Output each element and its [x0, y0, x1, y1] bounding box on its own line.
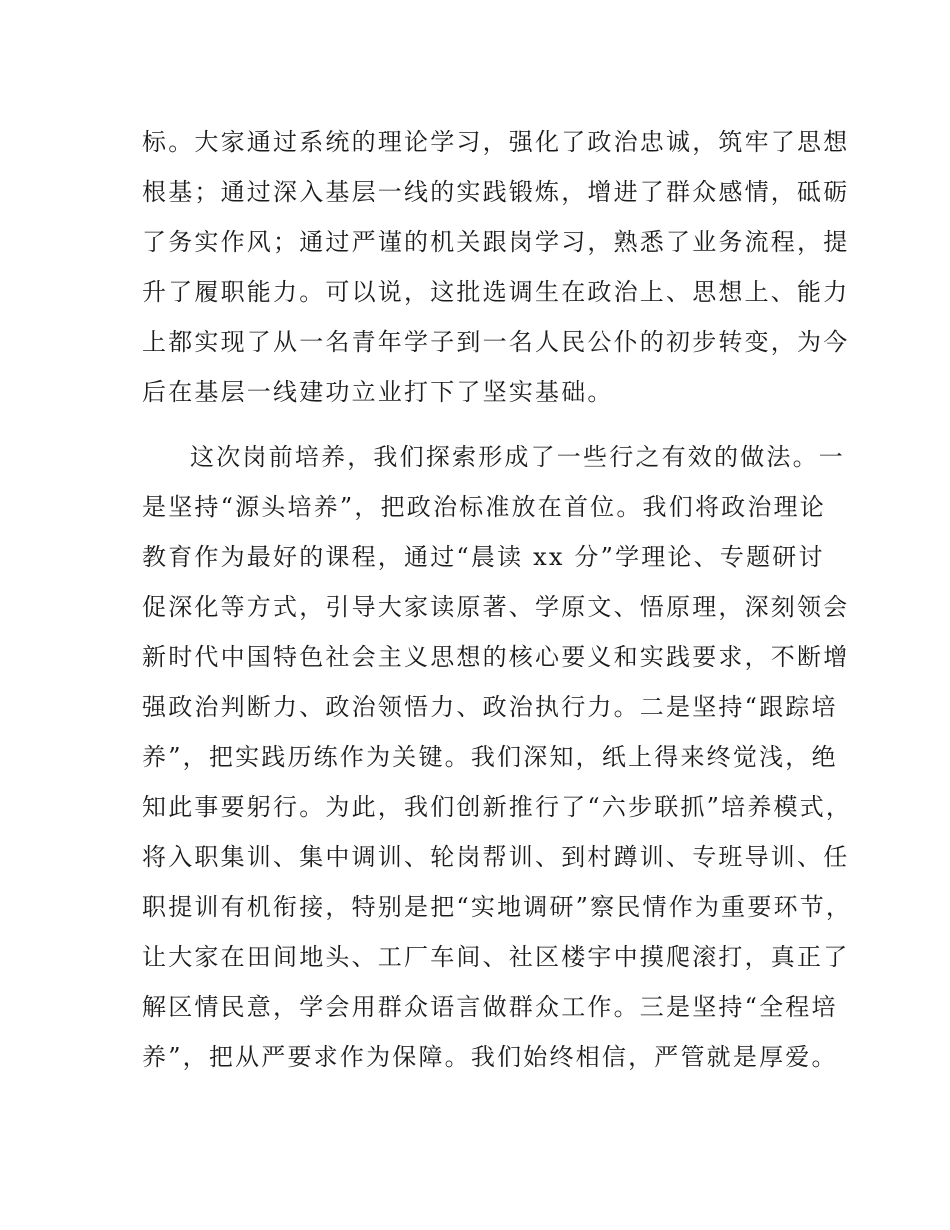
paragraph-line: 让大家在田间地头、工厂车间、社区楼宇中摸爬滚打，真正了: [142, 943, 850, 971]
paragraph-line: 养”，把从严要求作为保障。我们始终相信，严管就是厚爱。: [142, 1043, 838, 1071]
paragraph-line: 是坚持“源头培养”，把政治标准放在首位。我们将政治理论: [142, 493, 826, 521]
paragraph-line: 职提训有机衔接，特别是把“实地调研”察民情作为重要环节，: [142, 893, 853, 921]
paragraph-line: 了务实作风；通过严谨的机关跟岗学习，熟悉了业务流程，提: [142, 228, 850, 256]
paragraph-line: 这次岗前培养，我们探索形成了一些行之有效的做法。一: [190, 443, 845, 471]
paragraph-line: 促深化等方式，引导大家读原著、学原文、悟原理，深刻领会: [142, 593, 850, 621]
paragraph-line: 新时代中国特色社会主义思想的核心要义和实践要求，不断增: [142, 643, 850, 671]
paragraph-line: 解区情民意，学会用群众语言做群众工作。三是坚持“全程培: [142, 993, 838, 1021]
paragraph-line: 后在基层一线建功立业打下了坚实基础。: [142, 378, 614, 406]
paragraph-line: 根基；通过深入基层一线的实践锻炼，增进了群众感情，砥砺: [142, 178, 850, 206]
paragraph-line: 上都实现了从一名青年学子到一名人民公仆的初步转变，为今: [142, 328, 850, 356]
paragraph-line: 升了履职能力。可以说，这批选调生在政治上、思想上、能力: [142, 278, 850, 306]
paragraph-line: 教育作为最好的课程，通过“晨读 xx 分”学理论、专题研讨: [142, 543, 825, 571]
paragraph-line: 知此事要躬行。为此，我们创新推行了“六步联抓”培养模式，: [142, 793, 853, 821]
paragraph-line: 强政治判断力、政治领悟力、政治执行力。二是坚持“跟踪培: [142, 693, 838, 721]
paragraph-line: 标。大家通过系统的理论学习，强化了政治忠诚，筑牢了思想: [142, 128, 850, 156]
paragraph-line: 养”，把实践历练作为关键。我们深知，纸上得来终觉浅，绝: [142, 743, 838, 771]
paragraph-line: 将入职集训、集中调训、轮岗帮训、到村蹲训、专班导训、任: [142, 843, 850, 871]
